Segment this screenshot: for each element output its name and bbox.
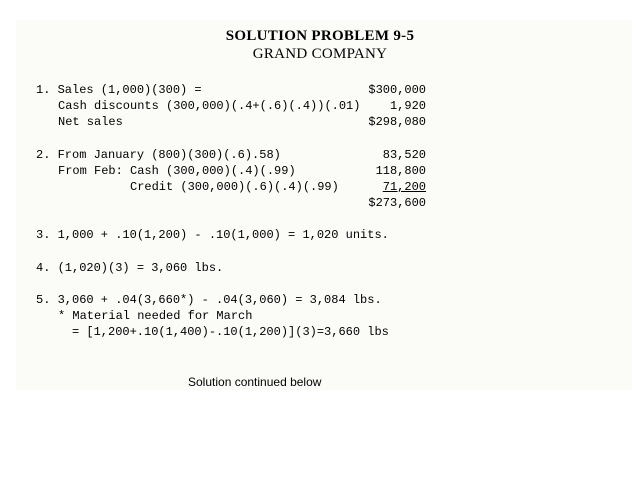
materials-line: 5. 3,060 + .04(3,660*) - .04(3,060) = 3,084 lbs.: [36, 293, 382, 307]
feb-credit-amount: 71,200: [382, 180, 426, 194]
company-name: GRAND COMPANY: [252, 46, 388, 62]
units-line: 3. 1,000 + .10(1,200) - .10(1,000) = 1,020 units.: [36, 228, 389, 242]
pounds-line: 4. (1,020)(3) = 3,060 lbs.: [36, 261, 224, 275]
feb-credit-line: Credit (300,000)(.6)(.4)(.99): [130, 180, 339, 194]
collections-total-amount: $273,600: [368, 196, 426, 210]
march-formula: = [1,200+.10(1,400)-.10(1,200)](3)=3,660 lbs: [72, 325, 389, 339]
sales-line: 1. Sales (1,000)(300) =: [36, 83, 202, 97]
march-note: * Material needed for March: [58, 309, 253, 323]
continued-note: Solution continued below: [188, 375, 322, 389]
feb-cash-line: From Feb: Cash (300,000)(.4)(.99): [58, 164, 296, 178]
sales-amount: $300,000: [368, 83, 426, 97]
page-title: SOLUTION PROBLEM 9-5: [225, 28, 415, 44]
net-sales-line: Net sales: [58, 115, 123, 129]
cash-discounts-amount: 1,920: [389, 99, 426, 113]
feb-cash-amount: 118,800: [375, 164, 426, 178]
january-amount: 83,520: [382, 148, 426, 162]
net-sales-amount: $298,080: [368, 115, 426, 129]
january-line: 2. From January (800)(300)(.6).58): [36, 148, 281, 162]
cash-discounts-line: Cash discounts (300,000)(.4+(.6)(.4))(.01): [58, 99, 361, 113]
